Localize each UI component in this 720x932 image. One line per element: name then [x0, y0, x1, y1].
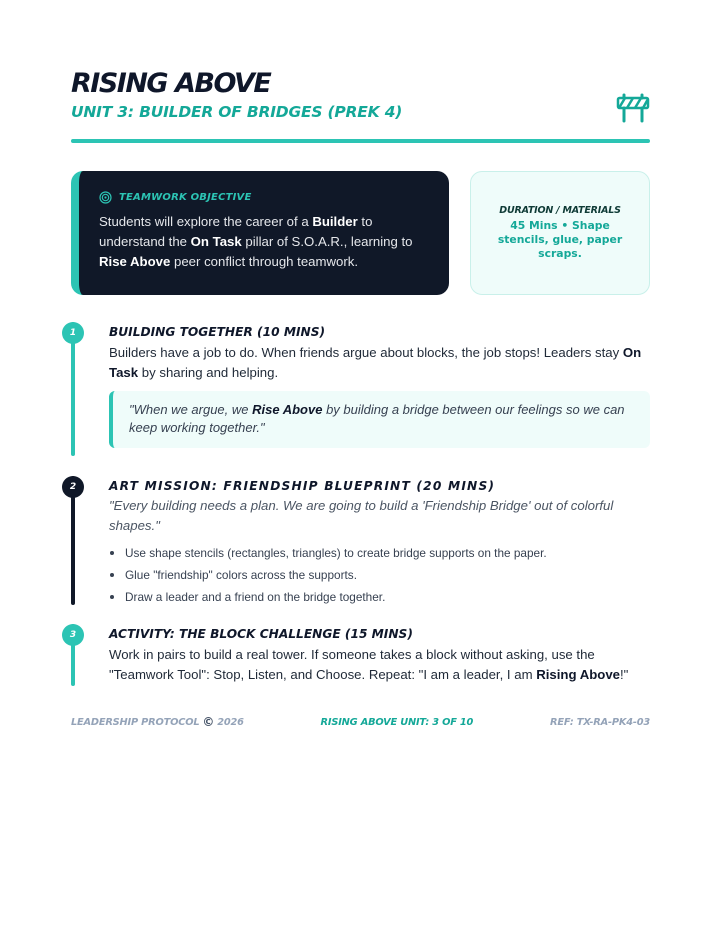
page-footer	[71, 715, 650, 729]
footer-reference: REF: TX-RA-PK4-03	[550, 716, 650, 728]
section-number-badge: 1	[62, 322, 84, 344]
section-text: Work in pairs to build a real tower. If someone takes a block without asking, use the "Teamwork Tool": Stop, Listen, and Choose. Repeat: "I am a leader, I am Rising Above!"	[109, 647, 629, 682]
section-number-badge: 2	[62, 476, 84, 498]
page-title: RISING ABOVE	[71, 68, 271, 99]
objective-label: TEAMWORK OBJECTIVE	[119, 192, 252, 203]
objective-card	[71, 171, 449, 295]
duration-card	[470, 171, 650, 295]
footer-left: LEADERSHIP PROTOCOL © 2026	[71, 715, 244, 729]
duration-label: DURATION / MATERIALS	[499, 205, 621, 216]
section-title: ACTIVITY: THE BLOCK CHALLENGE (15 MINS)	[109, 627, 413, 641]
road-barrier-icon	[616, 93, 650, 123]
section-quote: "Every building needs a plan. We are going to build a 'Friendship Bridge' out of colorful shapes."	[109, 498, 614, 533]
list-item: Glue "friendship" colors across the supports.	[109, 564, 650, 586]
target-icon	[99, 191, 112, 204]
objective-text: Students will explore the career of a Builder to understand the On Task pillar of S.O.A.R., learning to Rise Above peer conflict through teamwork.	[99, 214, 413, 269]
list-item: Draw a leader and a friend on the bridge together.	[109, 586, 650, 608]
section-quote: "When we argue, we Rise Above by building a bridge between our feelings so we can keep working together."	[109, 391, 650, 448]
bullet-list	[109, 542, 650, 608]
copyright-symbol: ©	[202, 715, 215, 729]
section-title: BUILDING TOGETHER (10 MINS)	[109, 325, 326, 339]
list-item: Use shape stencils (rectangles, triangles) to create bridge supports on the paper.	[109, 542, 650, 564]
header-divider	[71, 139, 650, 143]
section-title: ART MISSION: FRIENDSHIP BLUEPRINT (20 MINS)	[109, 479, 496, 493]
footer-unit-label: RISING ABOVE UNIT: 3 OF 10	[320, 716, 474, 728]
section-number-badge: 3	[62, 624, 84, 646]
section-text: Builders have a job to do. When friends argue about blocks, the job stops! Leaders stay On Task by sharing and helping.	[109, 345, 642, 380]
duration-text: 45 Mins • Shape stencils, glue, paper scraps.	[497, 219, 623, 260]
page-subtitle: UNIT 3: BUILDER OF BRIDGES (PREK 4)	[71, 103, 403, 121]
